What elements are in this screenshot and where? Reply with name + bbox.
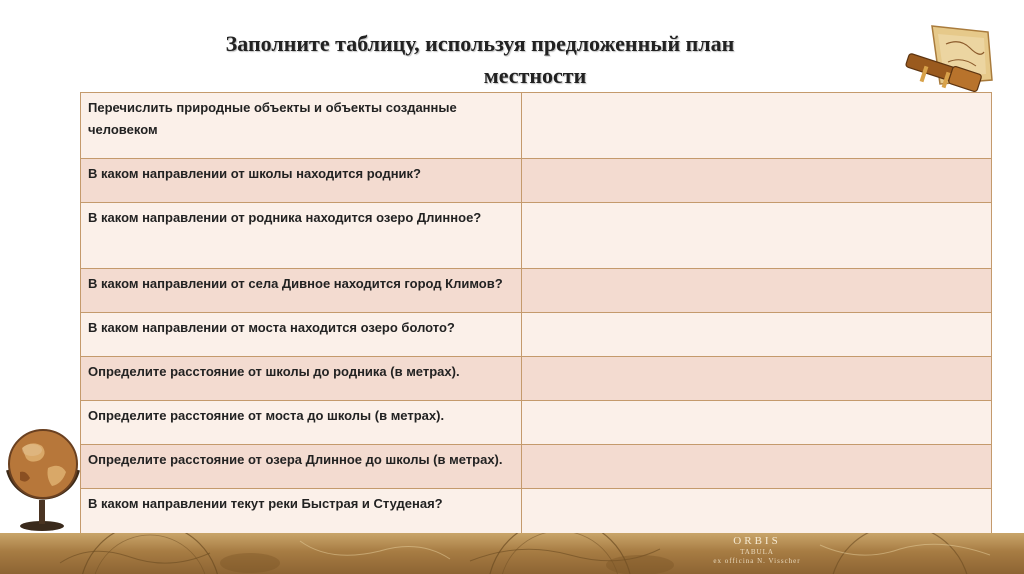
question-cell: Определите расстояние от моста до школы (в метрах). <box>81 401 522 445</box>
answer-cell[interactable] <box>522 445 992 489</box>
table-row <box>81 357 992 401</box>
title-line-1: Заполните таблицу, используя предложенный план <box>225 31 735 56</box>
cartouche-title: ORBIS <box>733 535 781 547</box>
question-cell: В каком направлении от родника находится озеро Длинное? <box>81 203 522 269</box>
cartouche-caption: ex officina N. Visscher <box>713 557 801 565</box>
title-line-2: местности <box>483 63 587 88</box>
answer-cell[interactable] <box>522 269 992 313</box>
table-row <box>81 269 992 313</box>
answer-cell[interactable] <box>522 203 992 269</box>
table-row <box>81 445 992 489</box>
table-row <box>81 203 992 269</box>
question-cell: Перечислить природные объекты и объекты созданные человеком <box>81 93 522 159</box>
answer-cell[interactable] <box>522 357 992 401</box>
page-title <box>160 28 800 92</box>
table-row <box>81 159 992 203</box>
answer-cell[interactable] <box>522 313 992 357</box>
table-row <box>81 93 992 159</box>
answer-cell[interactable] <box>522 489 992 534</box>
table-row <box>81 313 992 357</box>
question-cell: В каком направлении от села Дивное находится город Климов? <box>81 269 522 313</box>
answer-cell[interactable] <box>522 159 992 203</box>
question-cell: Определите расстояние от школы до родника (в метрах). <box>81 357 522 401</box>
table-row <box>81 489 992 534</box>
answer-cell[interactable] <box>522 93 992 159</box>
scroll-telescope-icon <box>904 22 996 96</box>
map-band-art <box>0 533 1024 574</box>
questions-table <box>80 92 992 534</box>
map-band <box>0 533 1024 574</box>
question-cell: В каком направлении текут реки Быстрая и Студеная? <box>81 489 522 534</box>
question-cell: В каком направлении от моста находится озеро болото? <box>81 313 522 357</box>
table-row <box>81 401 992 445</box>
map-cartouche <box>712 535 802 566</box>
cartouche-subtitle: TABULA <box>740 548 774 556</box>
question-cell: Определите расстояние от озера Длинное до школы (в метрах). <box>81 445 522 489</box>
answer-cell[interactable] <box>522 401 992 445</box>
question-cell: В каком направлении от школы находится родник? <box>81 159 522 203</box>
globe-icon <box>2 420 86 532</box>
